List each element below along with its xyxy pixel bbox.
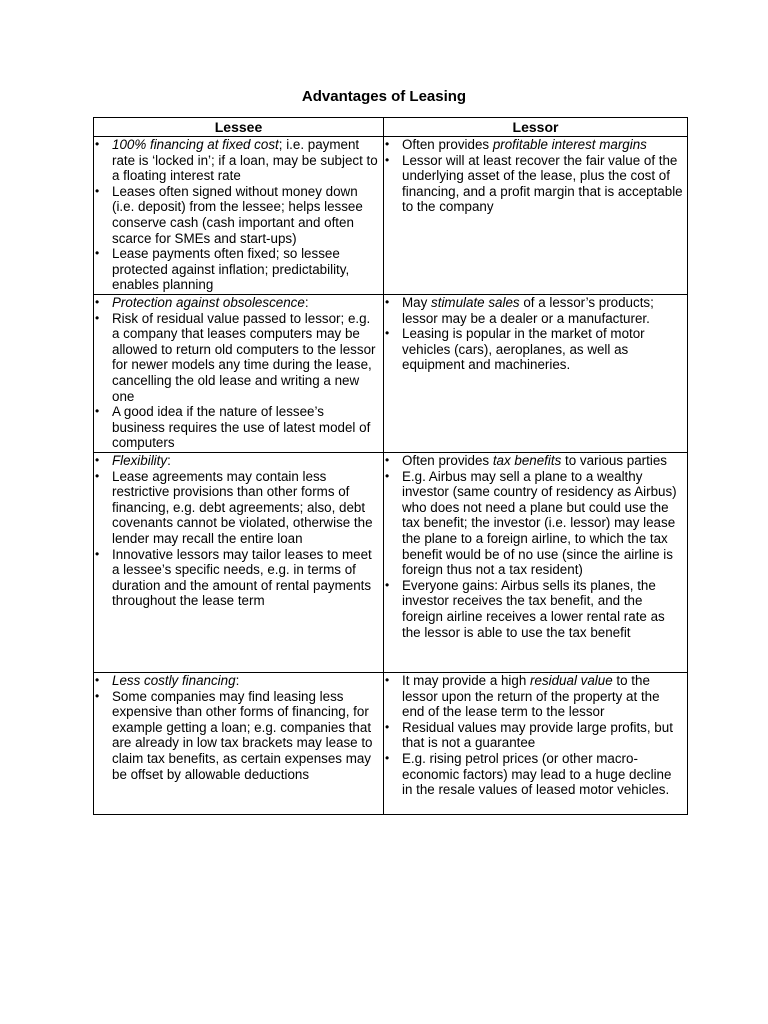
bullet-text: : bbox=[304, 295, 309, 310]
emphasis-text: stimulate sales bbox=[431, 295, 520, 310]
table-row bbox=[94, 295, 688, 453]
lessor-column-header: Lessor bbox=[384, 118, 688, 137]
lessee-cell bbox=[94, 453, 384, 673]
emphasis-text: residual value bbox=[530, 673, 613, 688]
list-item bbox=[384, 720, 687, 751]
bullet-text: Lessor will at least recover the fair value of the underlying asset of the lease, plus the cost of financing, and a profit margin that is acceptable to the company bbox=[402, 152, 683, 215]
bullet-text: May bbox=[402, 295, 432, 310]
bullet-text: Lease payments often fixed; so lessee protected against inflation; predictability, enables planning bbox=[112, 246, 350, 293]
lessee-cell bbox=[94, 295, 384, 453]
list-item bbox=[384, 453, 687, 469]
list-item bbox=[384, 673, 687, 720]
list-item bbox=[384, 469, 687, 578]
bullet-text: Leasing is popular in the market of motor vehicles (cars), aeroplanes, as well as equipment and machineries. bbox=[402, 326, 645, 373]
bullet-text: : bbox=[167, 453, 171, 468]
lessor-bullet-list bbox=[384, 295, 687, 373]
lessor-cell bbox=[384, 673, 688, 815]
emphasis-text: 100% financing at fixed cost bbox=[112, 137, 279, 152]
bullet-text: Everyone gains: Airbus sells its planes, the investor receives the tax benefit, and the foreign airline receives a lower rental rate as the lessor is able to use the tax benefit bbox=[402, 577, 665, 640]
bullet-text: E.g. Airbus may sell a plane to a wealthy investor (same country of residency as Airbus) who does not need a plane but could use the tax benefit; the investor (i.e. lessor) may lease the plane to a foreign airline, to which the tax benefit would be of no use (since the airline is foreign thus not a tax resident) bbox=[402, 468, 677, 578]
emphasis-text: tax benefits bbox=[492, 453, 562, 468]
table-row bbox=[94, 137, 688, 295]
bullet-text: Often provides bbox=[402, 453, 493, 468]
list-item bbox=[384, 295, 687, 326]
lessee-bullet-list bbox=[94, 295, 383, 451]
list-item bbox=[94, 689, 383, 783]
bullet-text: A good idea if the nature of lessee’s business requires the use of latest model of computers bbox=[112, 404, 371, 451]
list-item bbox=[94, 469, 383, 547]
list-item bbox=[94, 246, 383, 293]
list-item bbox=[94, 404, 383, 451]
table-row bbox=[94, 453, 688, 673]
lessor-bullet-list bbox=[384, 673, 687, 798]
list-item bbox=[94, 184, 383, 246]
bullet-text: Innovative lessors may tailor leases to meet a lessee’s specific needs, e.g. in terms of duration and the amount of rental payments throughout the lease term bbox=[112, 546, 372, 609]
list-item bbox=[94, 311, 383, 405]
emphasis-text: Flexibility bbox=[112, 453, 168, 468]
list-item bbox=[384, 751, 687, 798]
emphasis-text: Less costly financing bbox=[112, 673, 236, 688]
lessee-bullet-list bbox=[94, 137, 383, 293]
lessee-cell bbox=[94, 673, 384, 815]
bullet-text: : bbox=[235, 673, 240, 688]
bullet-text: E.g. rising petrol prices (or other macro-economic factors) may lead to a huge decline in the resale values of leased motor vehicles. bbox=[402, 750, 672, 798]
list-item bbox=[94, 453, 383, 469]
bullet-text: to various parties bbox=[561, 453, 667, 468]
emphasis-text: profitable interest margins bbox=[492, 137, 647, 152]
list-item bbox=[94, 295, 383, 311]
advantages-table bbox=[93, 117, 688, 815]
table-header-row bbox=[94, 118, 688, 137]
bullet-text: Risk of residual value passed to lessor; e.g. a company that leases computers may be allowed to return old computers to the lessor for newer models any time during the lease, cancelling the old lease and writing a new one bbox=[112, 310, 376, 404]
list-item bbox=[384, 137, 687, 153]
bullet-text: ; i.e. payment rate is ‘locked in’; if a loan, may be subject to a floating interest rate bbox=[112, 137, 378, 184]
lessee-bullet-list bbox=[94, 453, 383, 609]
list-item bbox=[384, 578, 687, 640]
bullet-text: Often provides bbox=[402, 137, 493, 152]
lessor-bullet-list bbox=[384, 137, 687, 215]
list-item bbox=[94, 137, 383, 184]
lessee-cell bbox=[94, 137, 384, 295]
list-item bbox=[384, 326, 687, 373]
bullet-text: Some companies may find leasing less expensive than other forms of financing, for example getting a loan; e.g. companies that are already in low tax brackets may lease to claim tax benefits, as certain expenses may be offset by allowable deductions bbox=[112, 688, 373, 782]
emphasis-text: Protection against obsolescence bbox=[112, 295, 305, 310]
bullet-text: of a lessor’s products; lessor may be a dealer or a manufacturer. bbox=[402, 295, 654, 326]
page-title: Advantages of Leasing bbox=[301, 88, 467, 105]
bullet-text: to the lessor upon the return of the property at the end of the lease term to the lessor bbox=[402, 673, 660, 720]
lessor-cell bbox=[384, 137, 688, 295]
bullet-text: It may provide a high bbox=[402, 673, 531, 688]
list-item bbox=[94, 547, 383, 609]
lessor-cell bbox=[384, 453, 688, 673]
lessor-bullet-list bbox=[384, 453, 687, 640]
lessee-bullet-list bbox=[94, 673, 383, 782]
list-item bbox=[384, 153, 687, 215]
lessee-column-header: Lessee bbox=[94, 118, 384, 137]
bullet-text: Lease agreements may contain less restrictive provisions than other forms of financing, e.g. debt agreements; also, debt covenants cannot be violated, otherwise the lender may recall the entire loan bbox=[112, 468, 373, 546]
table-row bbox=[94, 673, 688, 815]
list-item bbox=[94, 673, 383, 689]
bullet-text: Leases often signed without money down (i.e. deposit) from the lessee; helps lessee conserve cash (cash important and often scarce for SMEs and start-ups) bbox=[112, 183, 363, 246]
lessor-cell bbox=[384, 295, 688, 453]
bullet-text: Residual values may provide large profits, but that is not a guarantee bbox=[402, 719, 673, 751]
